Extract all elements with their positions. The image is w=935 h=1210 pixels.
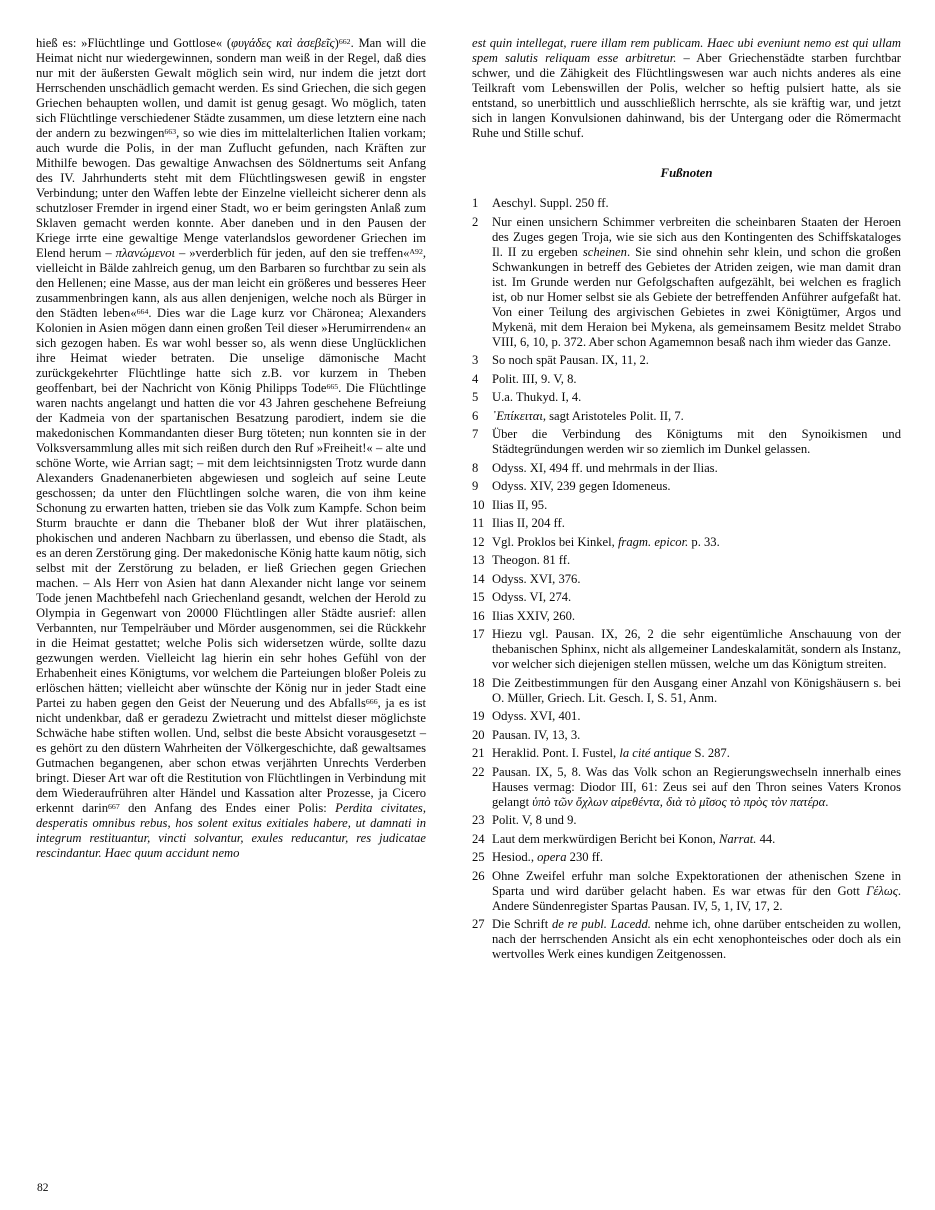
footnote-number: 12 (472, 534, 485, 549)
text-run: Theogon. 81 ff. (492, 553, 571, 567)
footnote-text (492, 917, 901, 961)
footnote-number: 23 (472, 813, 485, 827)
text-run: Ilias II, 95. (492, 497, 548, 512)
footnote-number: 9 (472, 479, 479, 493)
footnote-item (472, 850, 901, 865)
footnote-number: 8 (472, 460, 479, 475)
text-run: . (825, 794, 829, 809)
text-run: Hiezu vgl. Pausan. IX, 26, 2 die sehr eigentümliche Anschauung von der thebanischen Sphinx, nicht als allgemeiner Landeskalamität, sondern als Instanz, vor welcher sich diejenigen stellen müssen, welche um das Königtum streiten. (492, 627, 901, 671)
text-run: Nur einen unsichern Schimmer verbreiten die scheinbaren Staaten der Heroen des Zuges gegen Troja, wie sie sich aus den Kontingenten des Schiffskataloges Il. II zu ergeben (492, 214, 901, 259)
footnote-number: 17 (472, 627, 485, 641)
footnote-item (472, 676, 901, 706)
footnote-text (492, 479, 671, 493)
footnote-item (472, 590, 901, 605)
text-run: . Die Flüchtlinge waren nachts angelangt und hatten die vor 43 Jahren geschehene Befreiung der Kadmeia von der spartanischen Besatzung parodiert, indem sie die makedonischen Kommandanten dieser Burg töteten; nun konnten sie in der Volksversammlung alles mit sich reißen durch den Ruf »Freiheit!« – alte und schöne Worte, wie Arrian sagt; – mit dem leichtsinnigsten Trotz wurde dann Alexanders Gnadenanerbieten abgewiesen und sogleich auf seine Leute geschossen; da unter den Flüchtlingen solche waren, die von ihm keine Schonung zu erwarten hatten, trieben sie das Volk zum Kampfe. Schon beim Sturm brauchte er dann die Thebaner bloß der Wut ihrer platäischen, phokischen und anderen Nachbarn zu überlassen, und ebenso die Stadt, als es an deren Zerstörung ging. Der makedonische König hatte kaum nötig, sich selbst mit der Zerstörung zu beladen, er ließ Griechen gegen Griechen machen. – Als Herr von Asien hat dann Alexander nicht lange vor seinem Tode jenen Machtbefehl nach Griechenland gesandt, welchen der Herold zu Olympia in Gegenwart von 20000 Flüchtlingen aller Städte ausrief: allen Verbannten, nur Tempelräuber und Mörder ausgenommen, sei die Rückkehr in die Heimat gestattet; welche Polis sich widersetzen würde, sollte dazu gezwungen werden. Vielleicht lag hierin ein sehr hohes Gefühl von der Erhabenheit eines Königtums, vor welchem die Parteiungen bloßer Poleis zu erlöschen hätten; vielleicht aber wünschte der König nur in jeder Stadt eine Partei zu haben gegen den Geist der Neuerung und des Abfalls (36, 381, 426, 710)
text-run: Γέλως (866, 883, 898, 898)
footnote-text (492, 709, 581, 723)
footnote-number: 22 (472, 764, 485, 779)
footnote-text (492, 869, 901, 913)
footnote-number: 2 (472, 214, 479, 229)
footnote-text (492, 353, 649, 367)
footnote-text (492, 498, 547, 512)
text-run: est quin intellegat, ruere illam rem publicam. Haec ubi eveniunt nemo est qui ullam spem salutis reliquam esse arbitretur. (472, 36, 901, 65)
text-run: hieß es: »Flüchtlinge und Gottlose« ( (36, 36, 232, 50)
footnote-text (492, 813, 577, 827)
footnote-text (492, 196, 609, 210)
text-run: Odyss. VI, 274. (492, 590, 572, 604)
footnote-item (472, 709, 901, 724)
footnote-number: 20 (472, 727, 485, 742)
footnotes-list (472, 196, 901, 962)
text-run: Laut dem merkwürdigen Bericht bei Konon, (492, 831, 719, 846)
footnote-item (472, 746, 901, 761)
text-run: φυγάδες καὶ ἀσεβεῖς (231, 36, 335, 50)
footnote-text (492, 746, 730, 760)
text-run: Hesiod., (492, 850, 538, 864)
footnote-text (492, 832, 775, 846)
footnote-reference: 664 (136, 306, 149, 316)
footnote-text (492, 409, 684, 423)
footnote-text (492, 572, 581, 586)
footnote-text (492, 215, 901, 349)
footnote-item (472, 196, 901, 211)
text-run: nehme ich, ohne darüber entscheiden zu wollen, nach der herrschenden Ansicht als ein echt xenophonteisches oder doch als ein wertvolles Werk eines kundigen Zeitgenossen. (492, 917, 901, 961)
footnote-item (472, 479, 901, 494)
text-run: Vgl. Proklos bei Kinkel, (492, 534, 618, 549)
text-run: fragm. epicor. (617, 534, 689, 549)
footnote-item (472, 372, 901, 387)
footnote-number: 27 (472, 917, 485, 931)
footnote-number: 26 (472, 868, 485, 883)
text-run: – Aber Griechenstädte starben furchtbar schwer, und die Zähigkeit des Flüchtlingswesen war auch nichts anderes als eine Teilkraft vom Lebenswillen der Polis, welcher so heftig pulsiert hatte, als sie entstand, so unerbittlich und ausschließlich herrschte, als sie kräftig war, und jetzt sich in langen Konvulsionen dahinwand, bis der Untergang oder die Römermacht Ruhe und Stille schuf. (472, 51, 901, 140)
text-run: 44. (756, 831, 776, 846)
footnote-text (492, 553, 570, 567)
text-run: Odyss. XVI, 376. (492, 571, 581, 586)
footnote-item (472, 609, 901, 624)
footnote-item (472, 215, 901, 350)
text-run: Die Schrift (492, 917, 552, 931)
page-number: 82 (37, 1182, 49, 1194)
footnote-number: 14 (472, 571, 485, 586)
footnote-number: 4 (472, 371, 479, 386)
footnote-text (492, 609, 575, 623)
footnote-number: 18 (472, 675, 485, 690)
footnote-reference: A92 (409, 246, 423, 256)
footnote-item (472, 832, 901, 847)
text-run: . Sie sind ohnehin sehr klein, und schon die großen Schwankungen in betreff des Gebietes der Atriden zeigen, wie man damit dran ist. Im Grunde werden nur Gefolgschaften aufgezählt, bei welchen es fraglich ist, ob nur Homer selbst sie als Gebiete der betreffenden Anführer aufgefaßt hat. Von einer Teilung des argivischen Gebietes in zwei Königtümer, Argos und Mykenä, mit dem Heraion bei Mykena, als gemeinsamem Besitz meldet Strabo VIII, 6, 10, p. 372. Aber schon Agamemnon besaß nach ihm wieder das Ganze. (492, 244, 901, 349)
body-paragraph-left (36, 36, 426, 861)
text-run: la cité antique (619, 746, 692, 760)
footnote-number: 5 (472, 390, 479, 404)
footnote-item (472, 917, 901, 962)
text-run: Ilias XXIV, 260. (492, 608, 576, 623)
text-run: Polit. V, 8 und 9. (492, 813, 577, 827)
footnote-item (472, 498, 901, 513)
text-run: ) (334, 36, 339, 50)
footnote-item (472, 869, 901, 914)
text-run: Perdita civitates, desperatis omnibus rebus, hos solent exitus exitiales habere, ut damnati in integrum restituantur, vincti solvantur, exules reducantur, res judicatae rescindantur. Haec quum accidunt nemo (36, 801, 426, 860)
text-run: ᾿Επίκειται (492, 408, 543, 423)
footnote-text (492, 372, 577, 386)
text-run: U.a. Thukyd. I, 4. (492, 390, 582, 404)
text-run: Die Zeitbestimmungen für den Ausgang einer Anzahl von Königshäusern s. bei O. Müller, Griech. Lit. Gesch. I, S. 51, Anm. (492, 675, 901, 705)
text-run: Über die Verbindung des Königtums mit den Synoikismen und Städtegründungen werden wir so ziemlich im Dunkel gelassen. (492, 427, 901, 456)
footnote-reference: 663 (164, 126, 177, 136)
footnote-number: 6 (472, 408, 479, 423)
footnote-number: 1 (472, 196, 479, 210)
footnote-reference: 665 (326, 381, 339, 391)
text-run: , so wie dies im mittelalterlichen Italien vorkam; auch wurde die Polis, in der man Zuflucht gefunden, nach Kräften zur Mithilfe bewogen. Das gewaltige Anwachsen des Söldnertums seit Anfang des IV. Jahrhunderts steht mit dem Flüchtlingswesen gewiß in engster Verbindung; unter den Waffen lebte der Einzelne vielleicht sicherer denn als schutzloser Fremder in irgend einer Stadt, wo er beim geringsten Anlaß zum Sklaven gemacht werden konnte. Aber daneben und in den Pausen der Kriege irrte eine gewaltige Menge vaterlandslos gewordener Griechen im Elend herum – (36, 126, 426, 260)
footnotes-heading: Fußnoten (660, 166, 713, 180)
footnote-text (492, 535, 720, 549)
text-run: . Andere Sündenregister Spartas Pausan. IV, 5, 1, IV, 17, 2. (492, 883, 901, 913)
text-run: Pausan. IX, 5, 8. Was das Volk schon an Regierungswechseln innerhalb eines Hauses vermag: Diodor III, 61: Zeus sei auf den Thron seines Vaters Kronos gelangt (492, 764, 901, 809)
footnote-number: 13 (472, 553, 485, 567)
text-run: 230 ff. (566, 850, 604, 864)
text-run: Odyss. XVI, 401. (492, 709, 581, 723)
text-run: – »verderblich für jeden, auf den sie treffen« (175, 246, 410, 260)
footnote-text (492, 728, 580, 742)
text-run: Polit. III, 9. V, 8. (492, 371, 577, 386)
text-run: S. 287. (691, 746, 730, 760)
footnote-number: 11 (472, 516, 485, 530)
footnote-number: 21 (472, 746, 485, 760)
footnote-text (492, 516, 565, 530)
two-column-layout (36, 36, 903, 966)
footnote-reference: 667 (108, 801, 120, 811)
footnote-number: 25 (472, 850, 485, 864)
footnote-item (472, 390, 901, 405)
footnote-number: 24 (472, 831, 485, 846)
footnote-text (492, 461, 718, 475)
footnote-item (472, 553, 901, 568)
text-run: , vielleicht in Bälde zahlreich genug, um den Barbaren so furchtbar zu sein als den Hellenen; eine Masse, aus der man leicht ein größeres und besseres Heer zusammenbringen kann, als aus allen denjenigen, welche noch als Bürger in den Städten leben« (36, 246, 427, 320)
body-paragraph-right (472, 36, 901, 141)
text-run: Odyss. XIV, 239 gegen Idomeneus. (492, 479, 671, 493)
right-column (472, 36, 901, 966)
text-run: den Anfang des Endes einer Polis: (119, 801, 336, 815)
footnote-item (472, 535, 901, 550)
footnote-item (472, 728, 901, 743)
text-run: Aeschyl. Suppl. 250 ff. (492, 196, 609, 210)
footnote-item (472, 572, 901, 587)
footnote-item (472, 461, 901, 476)
text-run: . Man will die Heimat nicht nur wiedergewinnen, sondern man weiß in der Regel, daß dies nur mit der äußersten Gewalt möglich sein wird, nur indem die jetzt dort Herrschenden unschädlich gemacht werden. Es sind Griechen, die sich gegen Griechen behaupten wollen, und damit ist genug gesagt. Wo möglich, taten sich Flüchtlinge verschiedener Städte zusammen, um diese letztern eine nach der andern zu bezwingen (36, 36, 427, 140)
text-run: , sagt Aristoteles Polit. II, 7. (542, 408, 684, 423)
text-run: p. 33. (688, 534, 720, 549)
text-run: πλανώμενοι (115, 246, 176, 260)
footnote-number: 15 (472, 590, 485, 604)
footnote-number: 16 (472, 608, 485, 623)
footnote-item (472, 765, 901, 810)
footnote-item (472, 627, 901, 672)
footnote-reference: 666 (365, 696, 378, 706)
text-run: Narrat. (718, 831, 757, 846)
text-run: . Dies war die Lage kurz vor Chäronea; Alexanders Kolonien in Asien mögen dann einen großen Teil dieser »Herumirrenden« an sich gezogen haben. Es war wohl besser so, als wenn diese Unglücklichen ihre Heimat wieder betraten. Die unselige dämonische Macht zurückgekehrter Flüchtlinge hatte sich z.B. vor kurzem in Theben geoffenbart, bei der Nachricht von König Philipps Tode (36, 306, 426, 395)
text-run: Heraklid. Pont. I. Fustel, (492, 746, 620, 760)
footnote-item (472, 516, 901, 531)
footnote-item (472, 353, 901, 368)
footnote-text (492, 676, 901, 705)
footnote-text (492, 627, 901, 671)
footnote-item (472, 409, 901, 424)
footnote-number: 7 (472, 427, 479, 441)
footnote-number: 10 (472, 497, 485, 512)
footnote-text (492, 590, 571, 604)
text-run: Odyss. XI, 494 ff. und mehrmals in der Ilias. (492, 460, 718, 475)
text-run: opera (537, 850, 567, 864)
footnote-reference: 662 (338, 36, 351, 46)
text-run: scheinen (582, 244, 627, 259)
left-column (36, 36, 426, 966)
text-run: , ja es ist nicht undenkbar, daß er geradezu Zwietracht und mittelst dieser möglichste Schwäche habe stiften wollen. Und, selbst die beste Absicht vorausgesetzt – es gehört zu den düstern Wahrheiten der Völkergeschichte, daß gewaltsames Gutmachen begangenen, aber schon etwas verjährten Unrechts Verderben bringt. Dieser Art war oft die Restitution von Flüchtlingen in Verbindung mit dem Wiederaufrühren alter Händel und Kassation alter Prozesse, ja Cicero erkennt darin (36, 696, 426, 815)
text-run: Ohne Zweifel erfuhr man solche Expektorationen der athenischen Szene in Sparta und wird darüber gelacht haben. Es war etwas für den Gott (492, 868, 901, 898)
footnote-number: 3 (472, 353, 479, 367)
text-run: ὑπὸ τῶν ὄχλων αἱρεθέντα, διὰ τὸ μῖσος τὸ πρὸς τὸν πατέρα (532, 794, 826, 809)
footnote-text (492, 427, 901, 456)
text-run: de re publ. Lacedd. (551, 917, 651, 931)
text-run: Ilias II, 204 ff. (492, 516, 565, 530)
footnote-text (492, 765, 901, 809)
footnote-item (472, 813, 901, 828)
footnote-text (492, 850, 603, 864)
footnote-text (492, 390, 581, 404)
footnote-number: 19 (472, 709, 485, 723)
footnote-item (472, 427, 901, 457)
text-run: So noch spät Pausan. IX, 11, 2. (492, 353, 649, 367)
text-run: Pausan. IV, 13, 3. (492, 727, 581, 742)
